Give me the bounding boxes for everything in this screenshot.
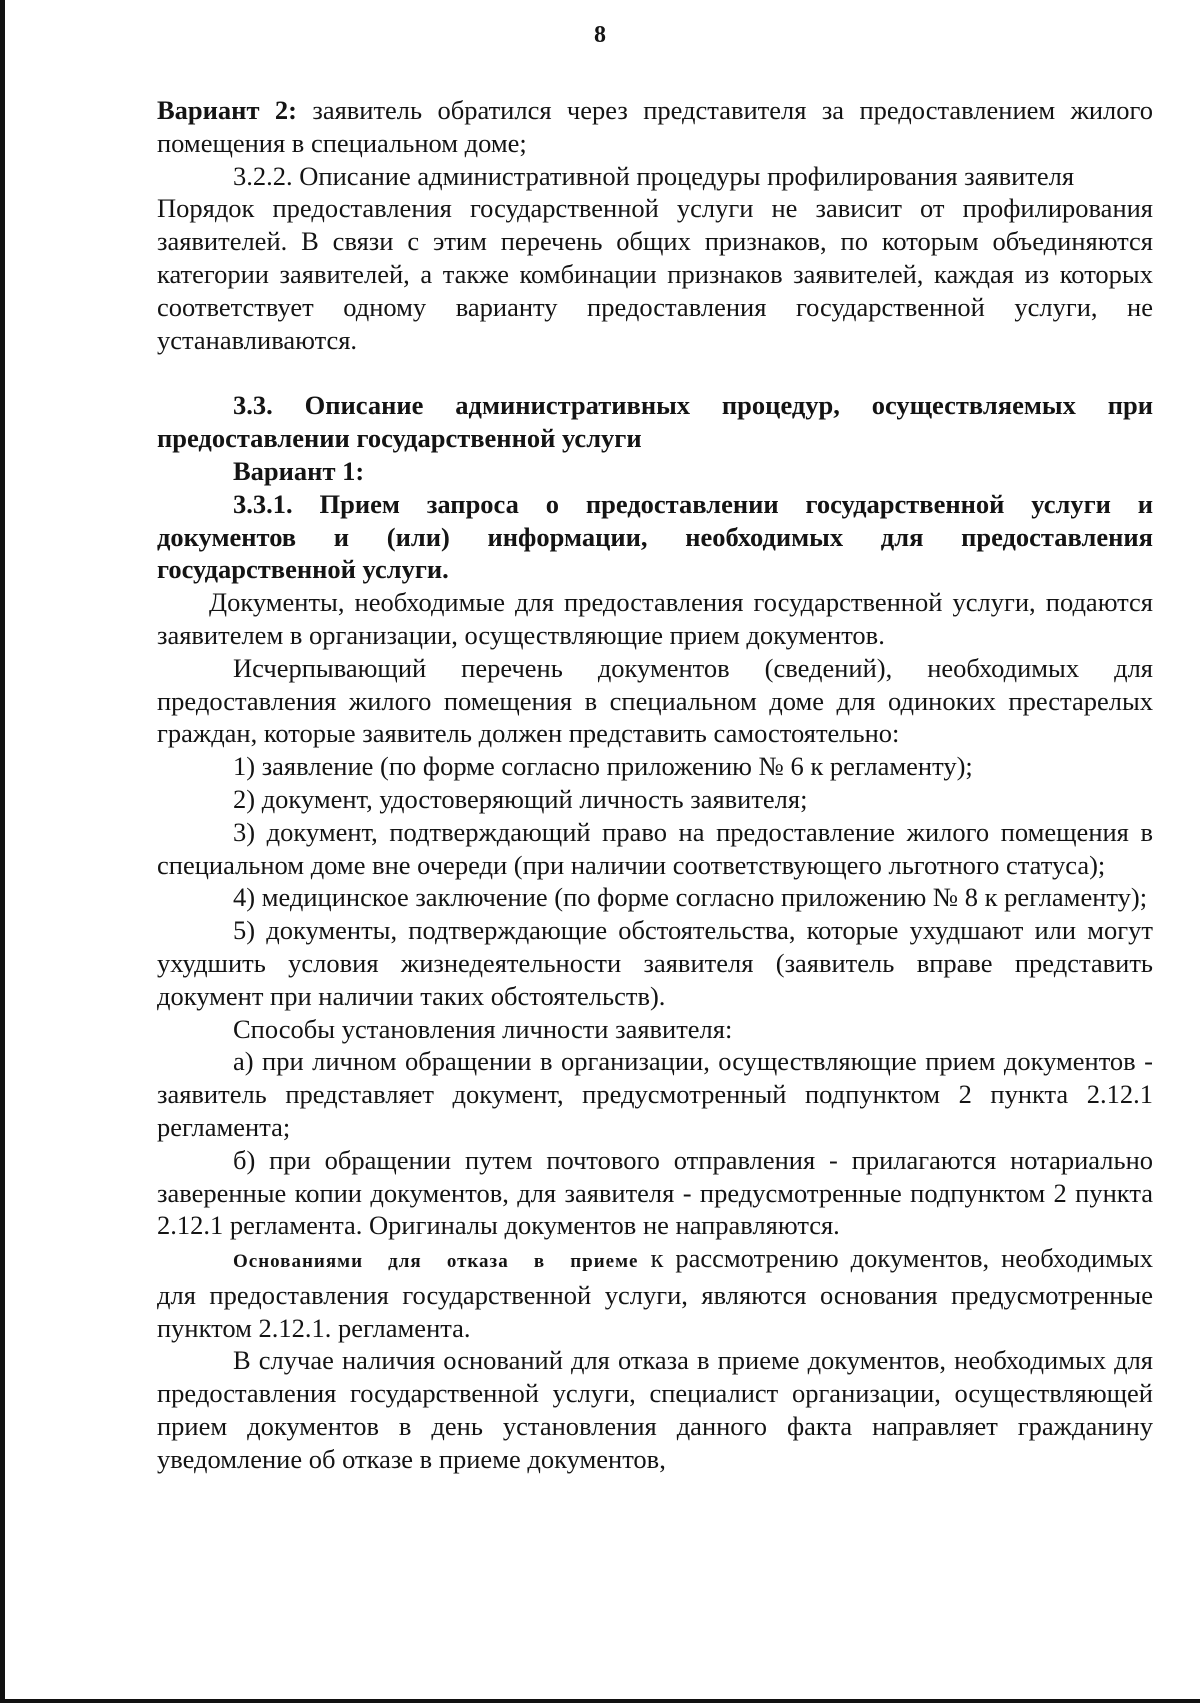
refusal-grounds-lead: Основаниями для отказа в приеме [233,1251,639,1273]
page-number: 8 [594,22,606,48]
scan-bottom-edge [0,1699,1200,1703]
paragraph-refusal-notice: В случае наличия оснований для отказа в приеме документов, необходимых для предоставления государственной услуги, специалист организации, осуществляющей прием документов в день установления данного факта направляет гражданину уведомление об отказе в приеме документов, [157,1345,1153,1474]
list-item-3: 3) документ, подтверждающий право на предоставление жилого помещения в специальном доме вне очереди (при наличии соответствующего льготного статуса); [157,816,1153,880]
paragraph-documents-submitted: Документы, необходимые для предоставления государственной услуги, подаются заявителем в организации, осуществляющие прием документов. [157,587,1153,650]
variant-2-text: заявитель обратился через представителя за предоставлением жилого помещения в специальном доме; [157,95,1153,158]
section-3-3-1-heading: 3.3.1. Прием запроса о предоставлении государственной услуги и документов и (или) информации, необходимых для предоставления государственной услуги. [157,488,1153,585]
refusal-grounds-text: к рассмотрению документов, необходимых для предоставления государственной услуги, являются основания предусмотренные пунктом 2.12.1. регламента. [157,1243,1153,1343]
list-item-a: а) при личном обращении в организации, осуществляющие прием документов - заявитель представляет документ, предусмотренный подпунктом 2 пункта 2.12.1 регламента; [157,1046,1153,1142]
document-body [157,94,1153,1476]
variant-1-heading: Вариант 1: [233,455,365,486]
list-item-b: б) при обращении путем почтового отправления - прилагаются нотариально заверенные копии документов, для заявителя - предусмотренные подпунктом 2 пункта 2.12.1 регламента. Оригиналы документов не направляются. [157,1144,1153,1241]
list-item-4: 4) медицинское заключение (по форме согласно приложению № 8 к регламенту); [233,882,1148,913]
section-3-2-2-heading: 3.2.2. Описание административной процедуры профилирования заявителя [233,160,1075,191]
list-item-1: 1) заявление (по форме согласно приложению № 6 к регламенту); [233,751,973,782]
paragraph-identification-methods: Способы установления личности заявителя: [233,1013,733,1044]
scan-left-edge [0,0,5,1703]
paragraph-refusal-grounds [157,1242,1153,1344]
variant-2-label: Вариант 2: [157,95,297,125]
paragraph-exhaustive-list: Исчерпывающий перечень документов (сведений), необходимых для предоставления жилого помещения в специальном доме для одиноких престарелых граждан, которые заявитель должен представить самостоятельно: [157,652,1153,749]
section-3-3-heading: 3.3. Описание административных процедур, осуществляемых при предоставлении государственной услуги [157,390,1153,454]
paragraph-profiling: Порядок предоставления государственной услуги не зависит от профилирования заявителей. В связи с этим перечень общих признаков, по которым объединяются категории заявителей, а также комбинации признаков заявителей, каждая из которых соответствует одному варианту предоставления государственной услуги, не устанавливаются. [157,193,1153,355]
paragraph-variant-2 [157,94,1153,160]
list-item-5: 5) документы, подтверждающие обстоятельства, которые ухудшают или могут ухудшить условия жизнедеятельности заявителя (заявитель вправе представить документ при наличии таких обстоятельств). [157,915,1153,1011]
list-item-2: 2) документ, удостоверяющий личность заявителя; [233,783,808,814]
